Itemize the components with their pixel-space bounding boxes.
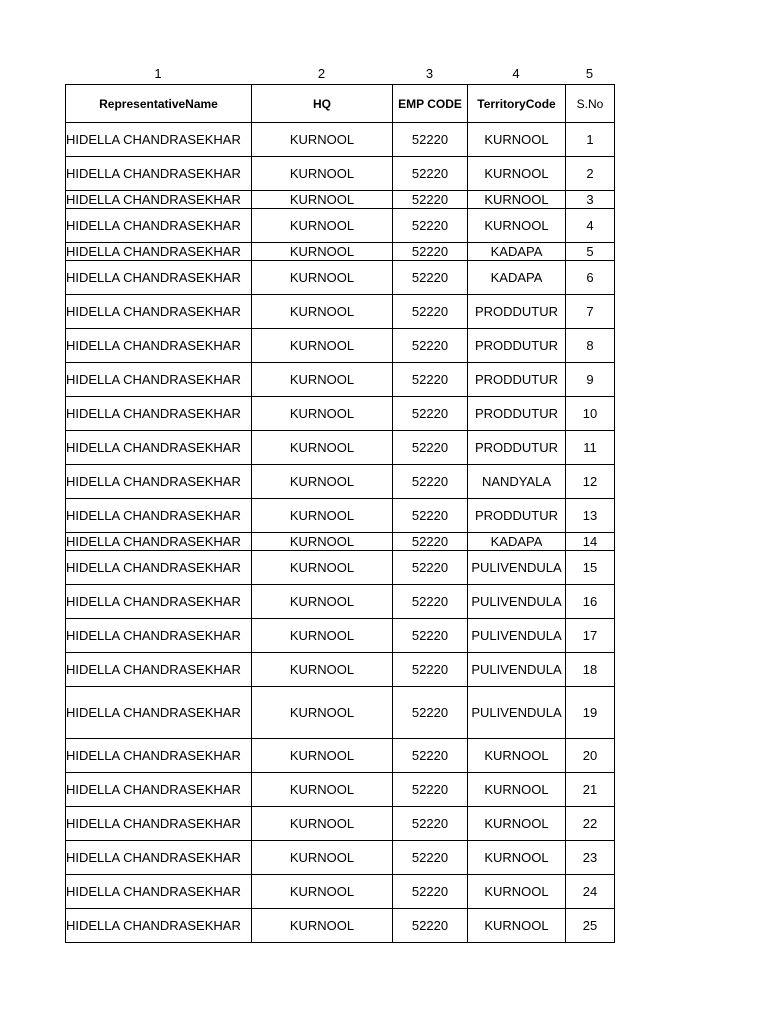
cell-hq: KURNOOL <box>252 653 393 687</box>
cell-hq: KURNOOL <box>252 157 393 191</box>
header-sno: S.No <box>566 85 615 123</box>
column-number-1: 1 <box>154 66 162 81</box>
cell-hq: KURNOOL <box>252 773 393 807</box>
cell-sno: 4 <box>566 209 615 243</box>
cell-emp-code: 52220 <box>393 551 468 585</box>
cell-sno: 5 <box>566 243 615 261</box>
column-number-5: 5 <box>585 66 594 81</box>
cell-representative-name: HIDELLA CHANDRASEKHAR <box>66 243 252 261</box>
cell-representative-name: HIDELLA CHANDRASEKHAR <box>66 431 252 465</box>
cell-sno: 21 <box>566 773 615 807</box>
cell-emp-code: 52220 <box>393 619 468 653</box>
cell-sno: 23 <box>566 841 615 875</box>
cell-territory-code: NANDYALA <box>468 465 566 499</box>
table-row <box>66 739 615 773</box>
table-row <box>66 261 615 295</box>
table-row <box>66 619 615 653</box>
cell-representative-name: HIDELLA CHANDRASEKHAR <box>66 533 252 551</box>
cell-representative-name: HIDELLA CHANDRASEKHAR <box>66 499 252 533</box>
cell-emp-code: 52220 <box>393 773 468 807</box>
cell-emp-code: 52220 <box>393 261 468 295</box>
cell-hq: KURNOOL <box>252 363 393 397</box>
cell-territory-code: PULIVENDULA <box>468 619 566 653</box>
header-row <box>66 85 615 123</box>
cell-hq: KURNOOL <box>252 191 393 209</box>
cell-representative-name: HIDELLA CHANDRASEKHAR <box>66 191 252 209</box>
cell-hq: KURNOOL <box>252 739 393 773</box>
cell-emp-code: 52220 <box>393 209 468 243</box>
cell-emp-code: 52220 <box>393 533 468 551</box>
table-row <box>66 585 615 619</box>
cell-emp-code: 52220 <box>393 123 468 157</box>
cell-representative-name: HIDELLA CHANDRASEKHAR <box>66 209 252 243</box>
cell-sno: 7 <box>566 295 615 329</box>
cell-emp-code: 52220 <box>393 431 468 465</box>
cell-sno: 8 <box>566 329 615 363</box>
cell-emp-code: 52220 <box>393 499 468 533</box>
cell-representative-name: HIDELLA CHANDRASEKHAR <box>66 807 252 841</box>
table-row <box>66 431 615 465</box>
cell-territory-code: KURNOOL <box>468 807 566 841</box>
cell-territory-code: KURNOOL <box>468 209 566 243</box>
cell-sno: 19 <box>566 687 615 739</box>
cell-sno: 11 <box>566 431 615 465</box>
cell-sno: 13 <box>566 499 615 533</box>
cell-hq: KURNOOL <box>252 431 393 465</box>
cell-hq: KURNOOL <box>252 585 393 619</box>
table-row <box>66 773 615 807</box>
cell-representative-name: HIDELLA CHANDRASEKHAR <box>66 295 252 329</box>
cell-hq: KURNOOL <box>252 807 393 841</box>
cell-sno: 16 <box>566 585 615 619</box>
cell-territory-code: PULIVENDULA <box>468 585 566 619</box>
cell-emp-code: 52220 <box>393 841 468 875</box>
cell-emp-code: 52220 <box>393 295 468 329</box>
cell-sno: 12 <box>566 465 615 499</box>
cell-emp-code: 52220 <box>393 465 468 499</box>
header-territory-code: TerritoryCode <box>468 85 566 123</box>
cell-emp-code: 52220 <box>393 157 468 191</box>
table-row <box>66 295 615 329</box>
table-row <box>66 397 615 431</box>
cell-territory-code: KURNOOL <box>468 123 566 157</box>
cell-representative-name: HIDELLA CHANDRASEKHAR <box>66 551 252 585</box>
table-row <box>66 551 615 585</box>
cell-representative-name: HIDELLA CHANDRASEKHAR <box>66 123 252 157</box>
cell-emp-code: 52220 <box>393 243 468 261</box>
column-number-3: 3 <box>425 66 434 81</box>
cell-sno: 24 <box>566 875 615 909</box>
cell-representative-name: HIDELLA CHANDRASEKHAR <box>66 653 252 687</box>
cell-representative-name: HIDELLA CHANDRASEKHAR <box>66 363 252 397</box>
cell-territory-code: KURNOOL <box>468 773 566 807</box>
cell-hq: KURNOOL <box>252 261 393 295</box>
cell-hq: KURNOOL <box>252 295 393 329</box>
representative-table <box>65 84 615 943</box>
cell-representative-name: HIDELLA CHANDRASEKHAR <box>66 397 252 431</box>
cell-territory-code: PULIVENDULA <box>468 687 566 739</box>
cell-territory-code: PRODDUTUR <box>468 397 566 431</box>
cell-hq: KURNOOL <box>252 533 393 551</box>
cell-sno: 20 <box>566 739 615 773</box>
cell-sno: 15 <box>566 551 615 585</box>
table-row <box>66 653 615 687</box>
cell-emp-code: 52220 <box>393 585 468 619</box>
cell-sno: 1 <box>566 123 615 157</box>
cell-sno: 17 <box>566 619 615 653</box>
table-row <box>66 465 615 499</box>
cell-emp-code: 52220 <box>393 191 468 209</box>
cell-emp-code: 52220 <box>393 687 468 739</box>
cell-territory-code: KADAPA <box>468 533 566 551</box>
table-row <box>66 533 615 551</box>
cell-representative-name: HIDELLA CHANDRASEKHAR <box>66 585 252 619</box>
cell-representative-name: HIDELLA CHANDRASEKHAR <box>66 841 252 875</box>
table-row <box>66 909 615 943</box>
cell-hq: KURNOOL <box>252 329 393 363</box>
cell-territory-code: KURNOOL <box>468 875 566 909</box>
table-row <box>66 191 615 209</box>
column-number-row <box>65 66 614 82</box>
cell-emp-code: 52220 <box>393 875 468 909</box>
cell-sno: 25 <box>566 909 615 943</box>
cell-representative-name: HIDELLA CHANDRASEKHAR <box>66 875 252 909</box>
cell-territory-code: PRODDUTUR <box>468 431 566 465</box>
cell-territory-code: KURNOOL <box>468 841 566 875</box>
cell-emp-code: 52220 <box>393 653 468 687</box>
cell-hq: KURNOOL <box>252 909 393 943</box>
cell-representative-name: HIDELLA CHANDRASEKHAR <box>66 739 252 773</box>
cell-emp-code: 52220 <box>393 909 468 943</box>
table-row <box>66 875 615 909</box>
cell-hq: KURNOOL <box>252 465 393 499</box>
table-row <box>66 687 615 739</box>
cell-emp-code: 52220 <box>393 807 468 841</box>
table-row <box>66 841 615 875</box>
column-number-2: 2 <box>317 66 326 81</box>
cell-territory-code: KADAPA <box>468 261 566 295</box>
table-row <box>66 157 615 191</box>
table-row <box>66 123 615 157</box>
cell-territory-code: KURNOOL <box>468 739 566 773</box>
cell-territory-code: KADAPA <box>468 243 566 261</box>
cell-sno: 2 <box>566 157 615 191</box>
cell-representative-name: HIDELLA CHANDRASEKHAR <box>66 465 252 499</box>
cell-territory-code: PRODDUTUR <box>468 499 566 533</box>
cell-hq: KURNOOL <box>252 499 393 533</box>
header-emp-code: EMP CODE <box>393 85 468 123</box>
cell-hq: KURNOOL <box>252 123 393 157</box>
cell-sno: 3 <box>566 191 615 209</box>
cell-territory-code: KURNOOL <box>468 157 566 191</box>
cell-hq: KURNOOL <box>252 619 393 653</box>
table-row <box>66 209 615 243</box>
cell-representative-name: HIDELLA CHANDRASEKHAR <box>66 773 252 807</box>
cell-territory-code: PRODDUTUR <box>468 363 566 397</box>
cell-sno: 6 <box>566 261 615 295</box>
cell-representative-name: HIDELLA CHANDRASEKHAR <box>66 157 252 191</box>
cell-sno: 9 <box>566 363 615 397</box>
header-representative-name: RepresentativeName <box>66 85 252 123</box>
cell-territory-code: PRODDUTUR <box>468 295 566 329</box>
cell-representative-name: HIDELLA CHANDRASEKHAR <box>66 909 252 943</box>
cell-sno: 14 <box>566 533 615 551</box>
table-row <box>66 499 615 533</box>
cell-representative-name: HIDELLA CHANDRASEKHAR <box>66 687 252 739</box>
cell-territory-code: KURNOOL <box>468 191 566 209</box>
table-row <box>66 363 615 397</box>
cell-territory-code: PULIVENDULA <box>468 653 566 687</box>
table-row <box>66 329 615 363</box>
column-number-4: 4 <box>512 66 520 81</box>
cell-territory-code: KURNOOL <box>468 909 566 943</box>
cell-hq: KURNOOL <box>252 397 393 431</box>
cell-sno: 22 <box>566 807 615 841</box>
cell-hq: KURNOOL <box>252 687 393 739</box>
table-row <box>66 243 615 261</box>
cell-emp-code: 52220 <box>393 363 468 397</box>
cell-hq: KURNOOL <box>252 209 393 243</box>
cell-hq: KURNOOL <box>252 551 393 585</box>
cell-territory-code: PRODDUTUR <box>468 329 566 363</box>
cell-hq: KURNOOL <box>252 243 393 261</box>
cell-representative-name: HIDELLA CHANDRASEKHAR <box>66 261 252 295</box>
table-body <box>66 123 615 943</box>
cell-representative-name: HIDELLA CHANDRASEKHAR <box>66 619 252 653</box>
cell-territory-code: PULIVENDULA <box>468 551 566 585</box>
cell-representative-name: HIDELLA CHANDRASEKHAR <box>66 329 252 363</box>
cell-hq: KURNOOL <box>252 841 393 875</box>
cell-emp-code: 52220 <box>393 397 468 431</box>
cell-hq: KURNOOL <box>252 875 393 909</box>
table-row <box>66 807 615 841</box>
cell-emp-code: 52220 <box>393 739 468 773</box>
header-hq: HQ <box>252 85 393 123</box>
cell-sno: 18 <box>566 653 615 687</box>
cell-sno: 10 <box>566 397 615 431</box>
cell-emp-code: 52220 <box>393 329 468 363</box>
